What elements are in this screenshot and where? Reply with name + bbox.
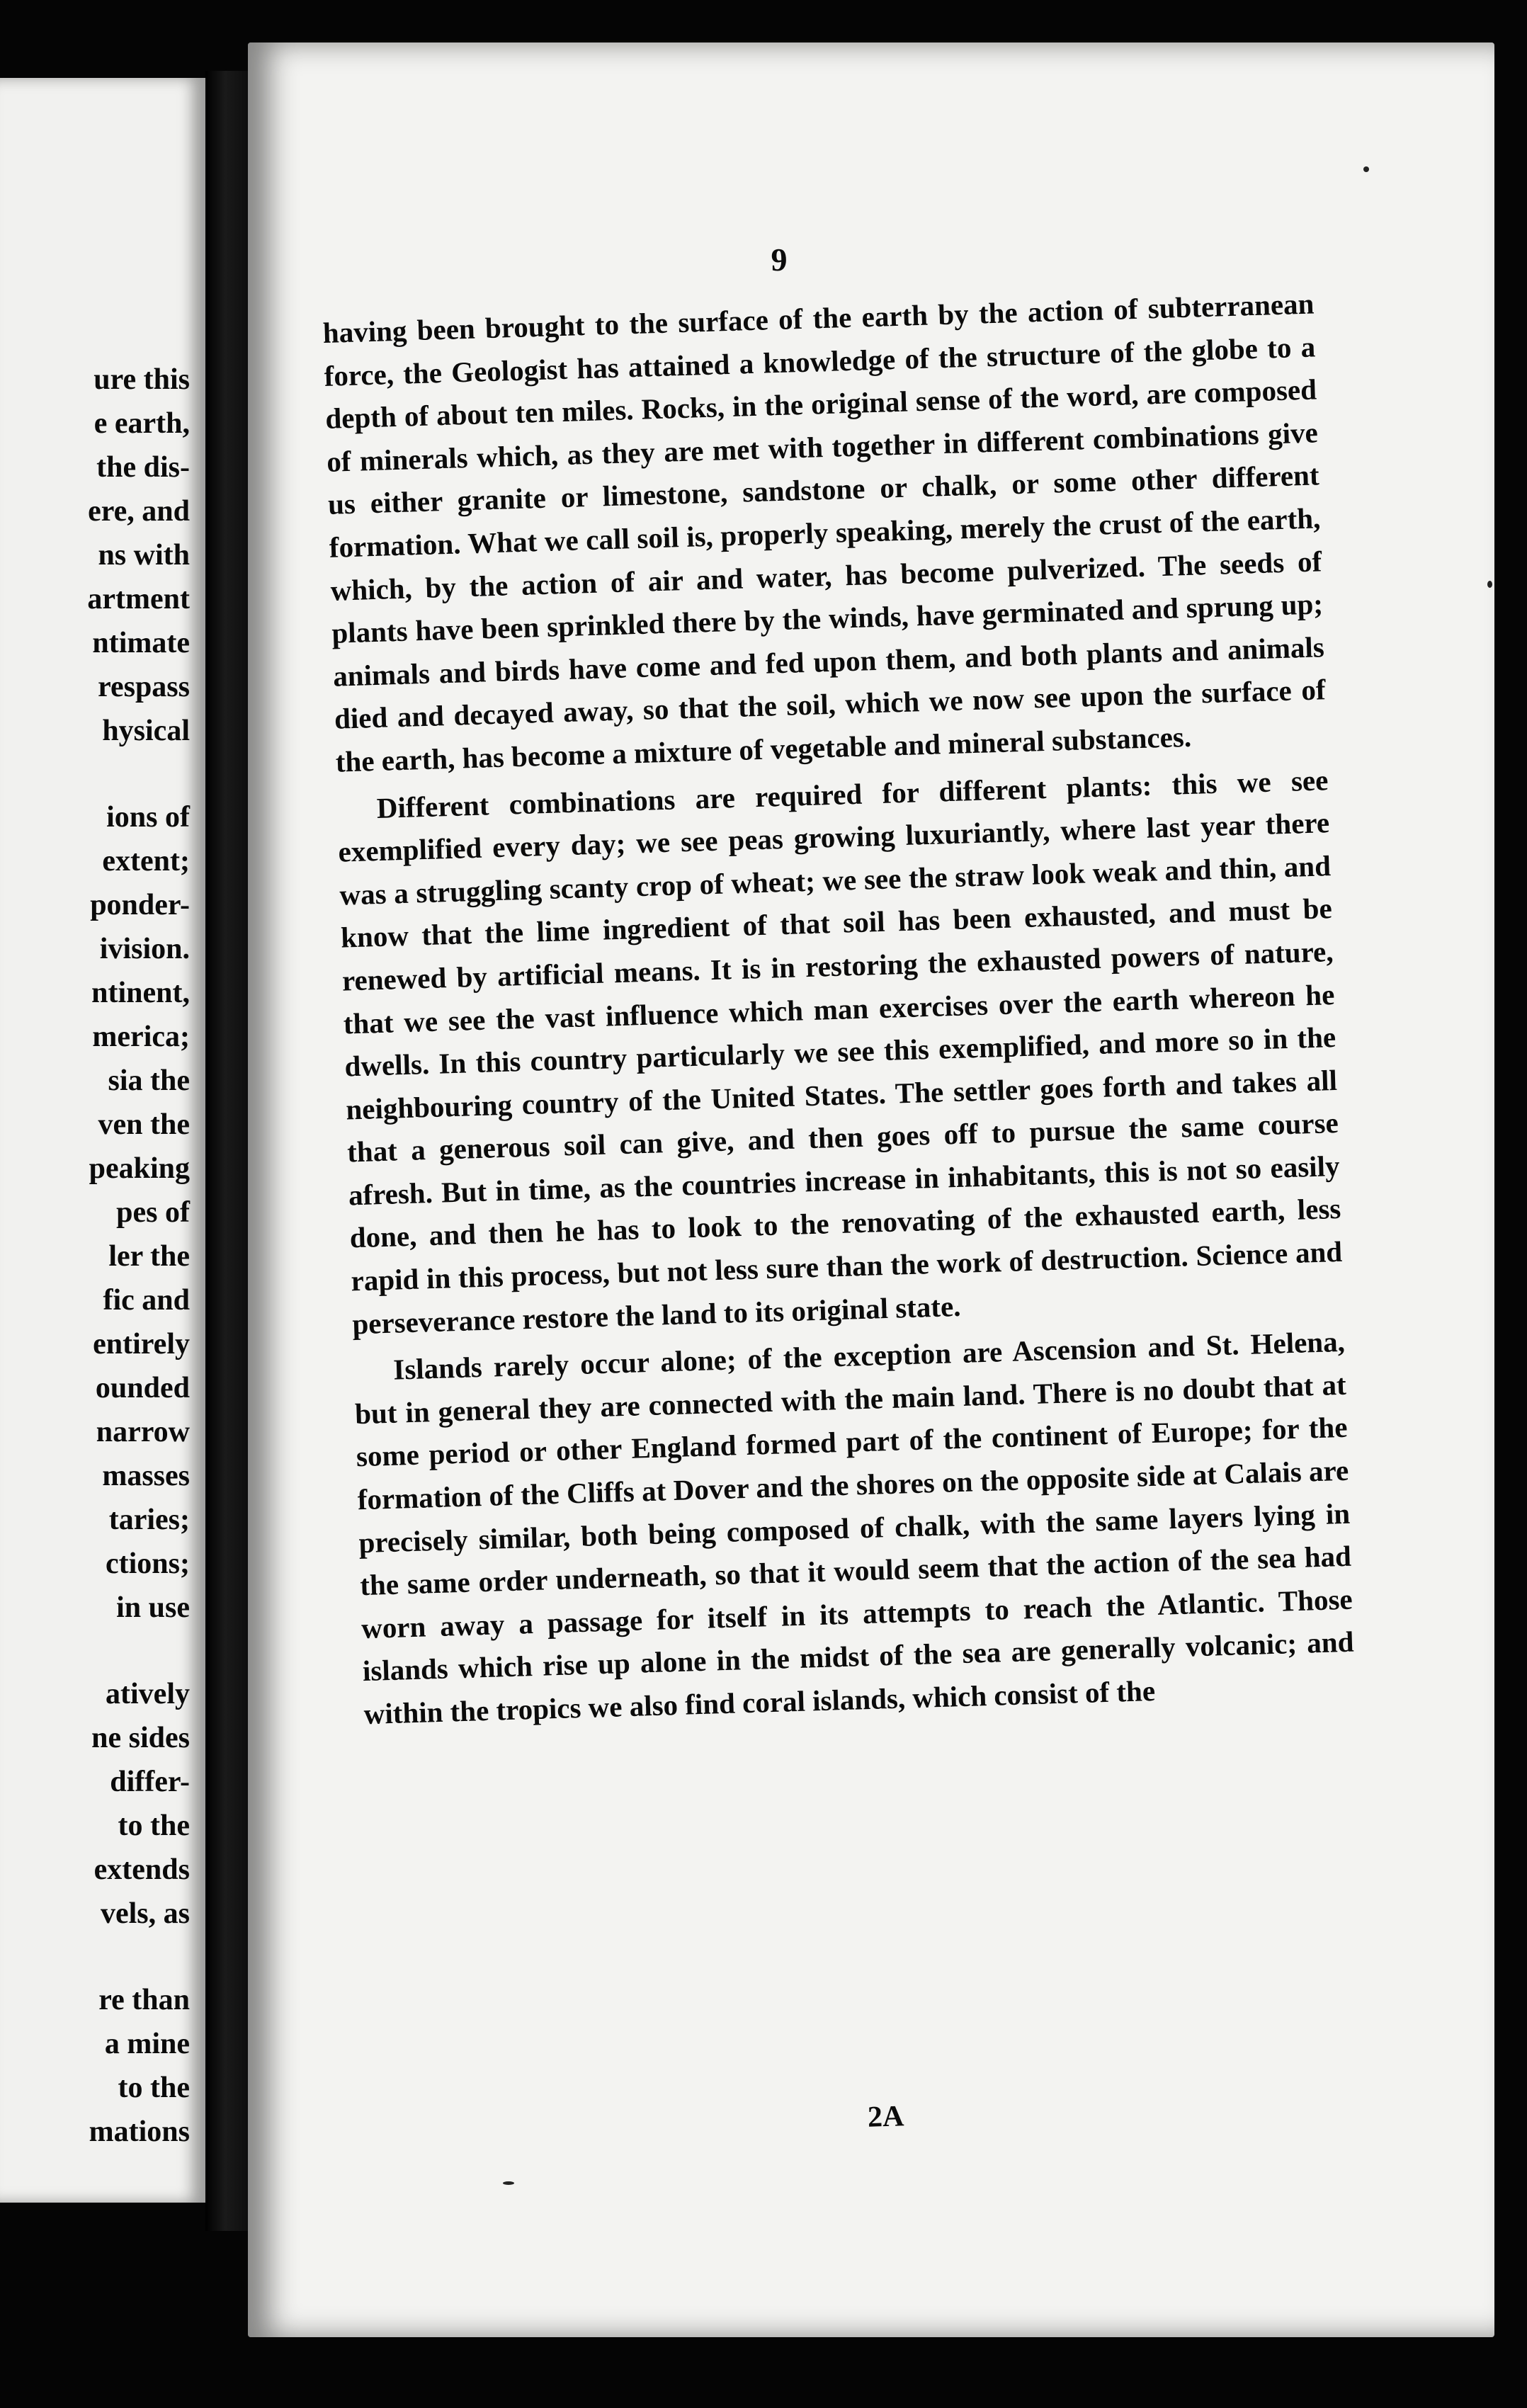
left-line: ctions; bbox=[106, 1547, 190, 1580]
left-line: mations bbox=[89, 2115, 190, 2148]
left-line: peaking bbox=[89, 1152, 190, 1185]
left-line: ivision. bbox=[99, 933, 190, 965]
left-line: narrow bbox=[96, 1416, 190, 1448]
left-line: a mine bbox=[104, 2028, 190, 2060]
left-line: atively bbox=[106, 1678, 190, 1710]
left-line: ntinent, bbox=[91, 977, 190, 1009]
page-number: 9 bbox=[771, 242, 788, 278]
left-line: fic and bbox=[103, 1284, 190, 1317]
left-line: hysical bbox=[102, 715, 190, 747]
left-line: re than bbox=[98, 1984, 190, 2016]
left-page bbox=[0, 78, 205, 2203]
left-line: to the bbox=[118, 1810, 190, 1842]
left-line: extends bbox=[93, 1853, 190, 1886]
left-line: ne sides bbox=[91, 1722, 190, 1754]
left-line: extent; bbox=[102, 845, 190, 878]
ink-speck bbox=[503, 2181, 514, 2185]
ink-speck bbox=[1363, 166, 1369, 172]
left-line: in use bbox=[116, 1591, 190, 1624]
left-line: vels, as bbox=[101, 1897, 190, 1930]
left-line: ere, and bbox=[88, 495, 190, 528]
left-line: differ- bbox=[110, 1766, 190, 1798]
left-line: to the bbox=[118, 2072, 190, 2104]
left-line: sia the bbox=[108, 1064, 190, 1097]
left-line: artment bbox=[87, 583, 190, 615]
left-line: the dis- bbox=[96, 451, 190, 484]
left-line: ns with bbox=[98, 539, 190, 572]
left-line: e earth, bbox=[93, 407, 190, 440]
paragraph: having been brought to the surface of the earth by the action of subterranean force, the Geologist has attained a knowledge of the structure of the globe to a depth of about ten miles. Rocks, in the original sense of the word, are composed of minerals which, as they are met with together in different combinations give us either granite or limestone, sandstone or chalk, or some other different formation. What we call soil is, properly speaking, merely the crust of the earth, which, by the action of air and water, has become pulverized. The seeds of plants have been sprinkled there by the winds, have germinated and sprung up; animals and birds have come and fed upon them, and both plants and animals died and decayed away, so that the soil, which we now see upon the surface of the earth, has become a mixture of vegetable and mineral substances. bbox=[322, 287, 1327, 778]
ink-speck bbox=[1487, 581, 1492, 588]
left-line: ounded bbox=[95, 1372, 190, 1404]
left-line: ponder- bbox=[90, 889, 190, 921]
left-line: ions of bbox=[106, 801, 190, 834]
left-line: ler the bbox=[108, 1240, 190, 1273]
left-line: ntimate bbox=[92, 627, 190, 659]
left-line: merica; bbox=[92, 1021, 190, 1053]
page-body-text bbox=[322, 282, 1356, 1735]
left-line: ven the bbox=[98, 1108, 190, 1141]
left-line: respass bbox=[98, 671, 190, 703]
signature-mark: 2A bbox=[867, 2100, 905, 2134]
paragraph: Different combinations are required for different plants: this we see exemplified every day; we see peas growing luxuriantly, where last year there was a struggling scanty crop of wheat; we see the straw look weak and thin, and know that the lime ingredient of that soil has been exhausted, and must be renewed by artificial means. It is in restoring the exhausted powers of nature, that we see the vast influence which man exercises over the earth whereon he dwells. In this country particularly we see this exemplified, and more so in the neighbouring country of the United States. The settler goes forth and takes all that a generous soil can give, and then goes off to pursue the same course afresh. But in time, as the countries increase in inhabitants, this is not so easily done, and then he has to look to the renovating of the exhausted earth, less rapid in this process, but not less sure than the work of destruction. Science and perseverance restore the land to its original state. bbox=[337, 763, 1343, 1341]
left-line: masses bbox=[102, 1460, 190, 1492]
left-line: taries; bbox=[108, 1504, 190, 1536]
left-line: ure this bbox=[93, 363, 190, 396]
paragraph: Islands rarely occur alone; of the exception are Ascension and St. Helena, but in general they are connected with the main land. There is no doubt that at some period or other England formed part of the continent of Europe; for the formation of the Cliffs at Dover and the shores on the opposite side at Calais are precisely similar, both being composed of chalk, with the same layers lying in the same order underneath, so that it would seem that the action of the sea had worn away a passage for itself in its attempts to reach the Atlantic. Those islands which rise up alone in the midst of the sea are generally volcanic; and within the tropics we also find coral islands, which consist of the bbox=[354, 1325, 1355, 1731]
left-page-text bbox=[0, 358, 190, 2154]
left-line: entirely bbox=[93, 1328, 190, 1361]
left-line: pes of bbox=[116, 1196, 190, 1229]
